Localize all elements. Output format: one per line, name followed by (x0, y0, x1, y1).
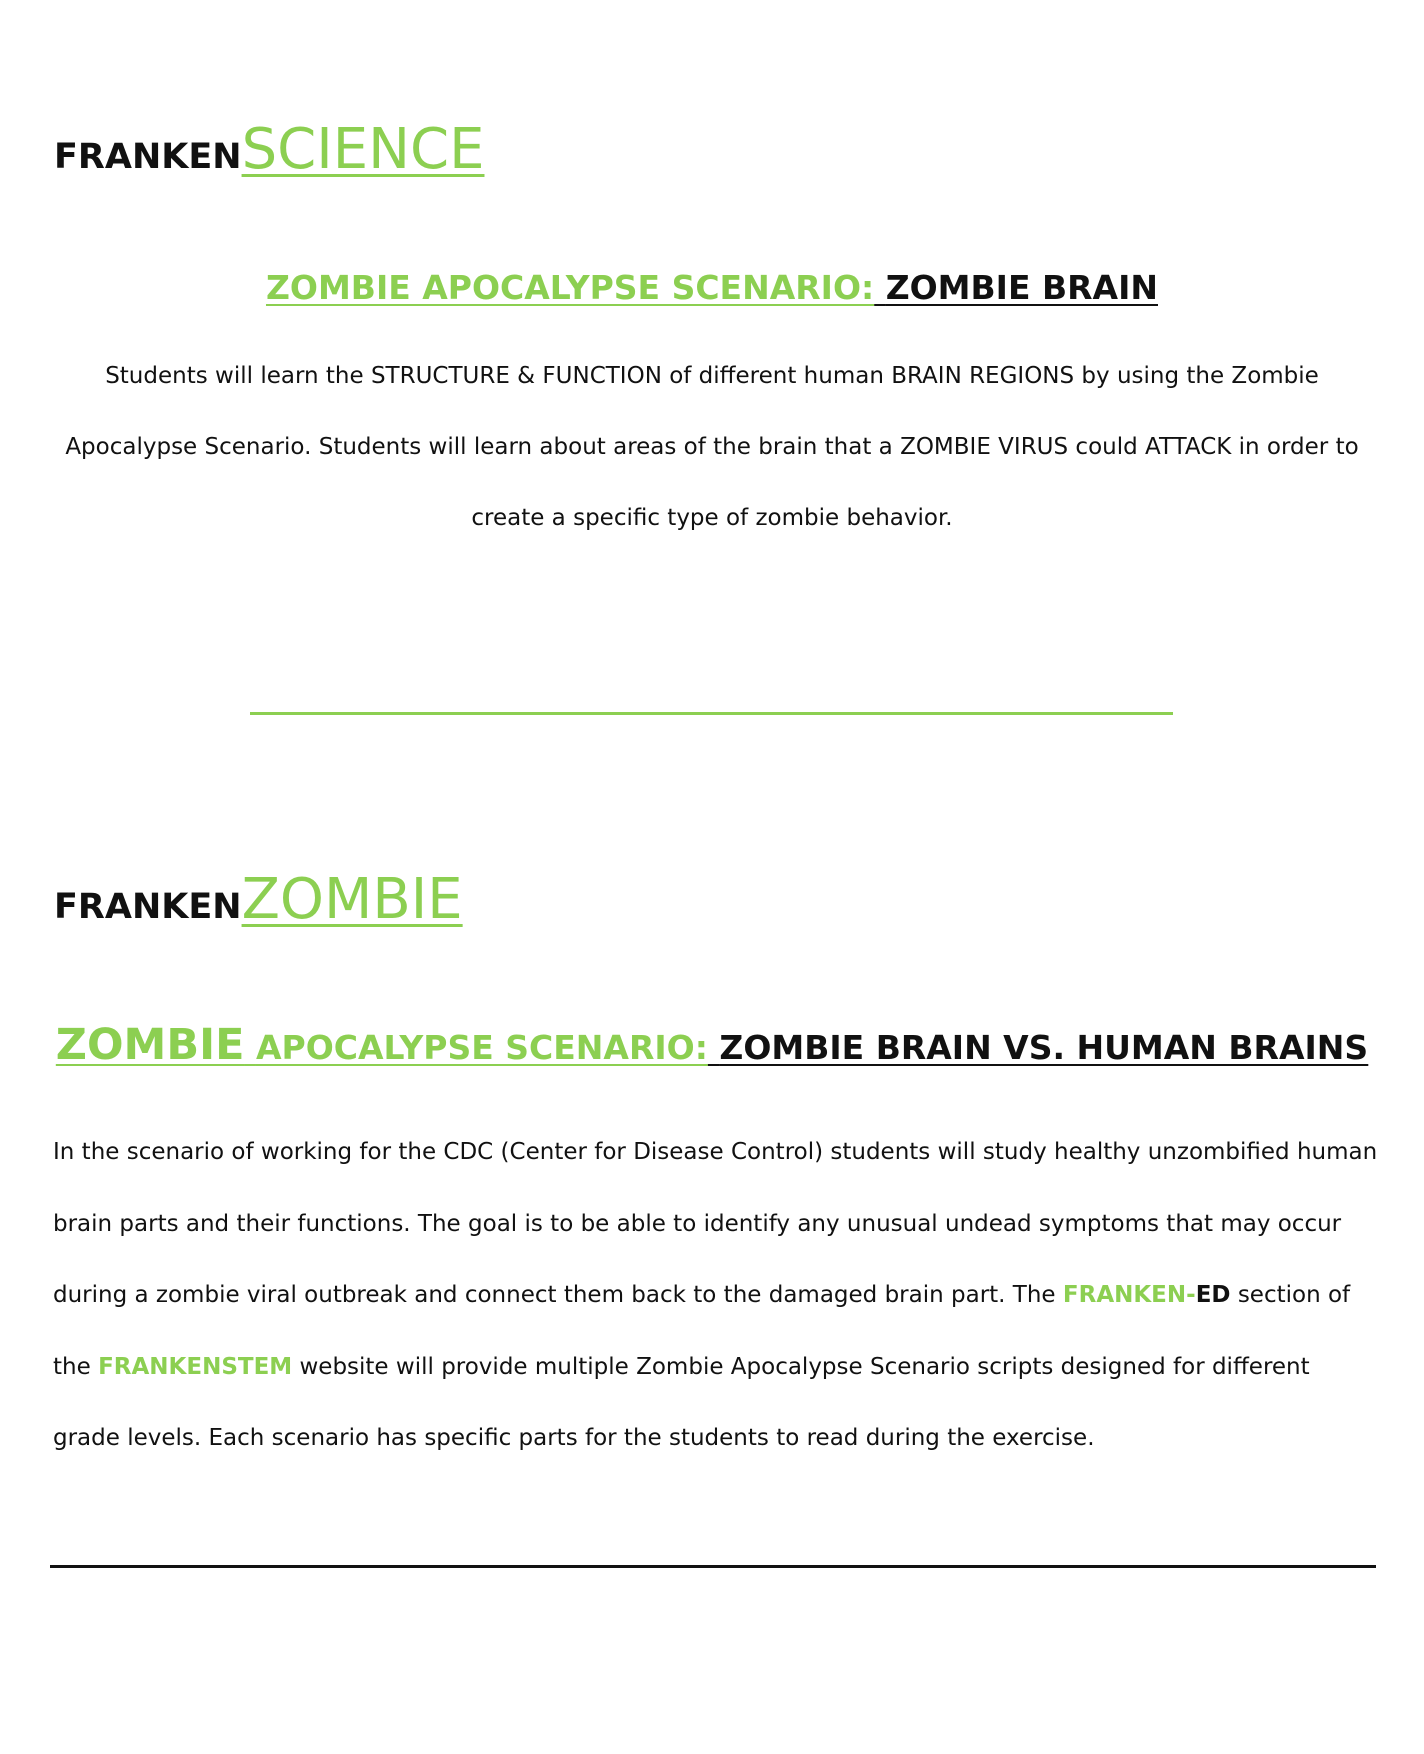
section2-paragraph-part1: In the scenario of working for the CDC (Center for Disease Control) students will study healthy unzombified human brain parts and their functions. The goal is to be able to identify any unusual undead symptoms that may occur during a zombie viral outbreak and connect them back to the damaged brain part. The (53, 1139, 1378, 1308)
frankenstem-link[interactable]: FRANKENSTEM (98, 1353, 293, 1380)
green-divider (250, 712, 1173, 715)
section1-paragraph: Students will learn the STRUCTURE & FUNCTION of different human BRAIN REGIONS by using the Zombie Apocalypse Scenario. Students will learn about areas of the brain that a ZOMBIE VIRUS could ATTACK in order to create a specific type of zombie behavior. (65, 363, 1359, 531)
section2-paragraph-part3: website will provide multiple Zombie Apocalypse Scenario scripts designed for different grade levels. Each scenario has specific parts for the students to read during the exercise. (53, 1353, 1310, 1451)
section2-subtitle-green: APOCALYPSE SCENARIO: (255, 1028, 708, 1067)
section2-subtitle-black: ZOMBIE BRAIN VS. HUMAN BRAINS (719, 1028, 1369, 1067)
section2-paragraph-part2: section of the (53, 1282, 1351, 1380)
frankened-link-green[interactable]: FRANKEN- (1062, 1282, 1196, 1308)
section1-title-main: SCIENCE (241, 117, 485, 182)
section2-title (54, 867, 463, 932)
section2-paragraph (53, 1117, 1383, 1475)
section1-subtitle-black: ZOMBIE BRAIN (885, 268, 1158, 307)
section1-title (54, 117, 485, 182)
section1-subtitle-green: ZOMBIE APOCALYPSE SCENARIO: (265, 268, 875, 307)
black-divider (50, 1565, 1376, 1568)
section2-subtitle (0, 1020, 1424, 1070)
section2-title-prefix: FRANKEN (54, 887, 242, 927)
section1-subtitle (0, 268, 1424, 307)
frankened-link-black[interactable]: ED (1195, 1282, 1231, 1308)
section2-title-main: ZOMBIE (241, 867, 463, 932)
section2-subtitle-green-big: ZOMBIE (55, 1020, 245, 1070)
section1-title-prefix: FRANKEN (54, 137, 242, 177)
